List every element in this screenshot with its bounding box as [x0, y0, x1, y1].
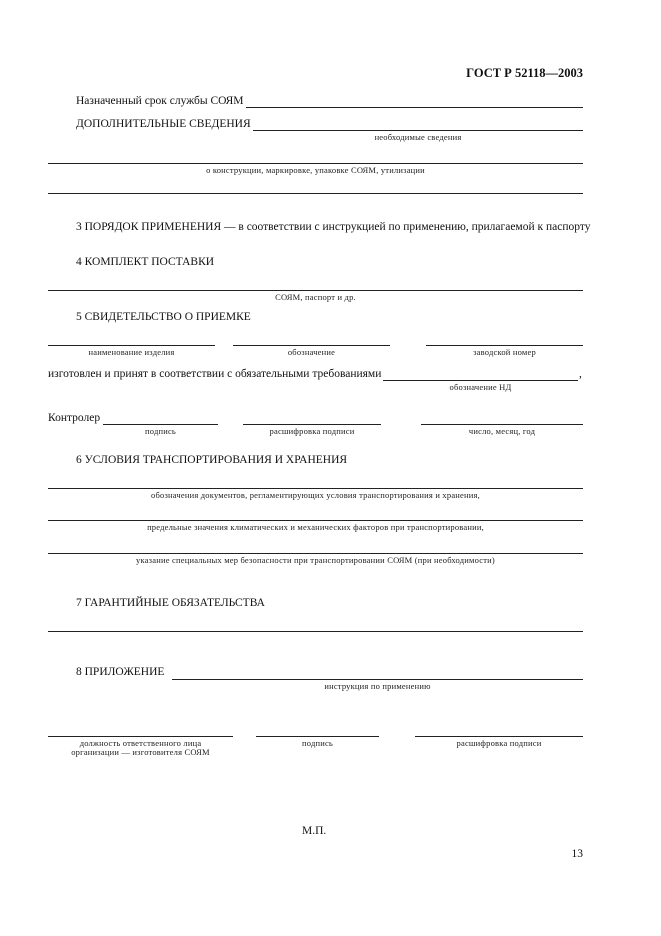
controller-signature-field[interactable] — [103, 424, 218, 425]
delivery-set-field[interactable] — [48, 290, 583, 291]
section-3-text: 3 ПОРЯДОК ПРИМЕНЕНИЯ — в соответствии с инструкцией по применению, прилагаемой к паспорту — [76, 221, 591, 233]
standard-number: ГОСТ Р 52118—2003 — [466, 66, 583, 80]
transport-docs-field[interactable] — [48, 488, 583, 489]
section-6-title: 6 УСЛОВИЯ ТРАНСПОРТИРОВАНИЯ И ХРАНЕНИЯ — [76, 454, 348, 466]
controller-label: Контролер — [48, 412, 101, 424]
additional-info-label: ДОПОЛНИТЕЛЬНЫЕ СВЕДЕНИЯ — [76, 118, 251, 130]
service-life-field[interactable] — [246, 107, 583, 108]
section-5-title: 5 СВИДЕТЕЛЬСТВО О ПРИЕМКЕ — [76, 311, 251, 323]
controller-date-hint: число, месяц, год — [468, 426, 536, 436]
climatic-factors-field[interactable] — [48, 520, 583, 521]
product-name-field[interactable] — [48, 345, 215, 346]
appendix-hint: инструкция по применению — [324, 681, 431, 691]
controller-date-field[interactable] — [421, 424, 583, 425]
product-name-hint: наименование изделия — [88, 347, 175, 357]
position-hint-line1: должность ответственного лица — [79, 738, 202, 748]
additional-info-hint: необходимые сведения — [374, 132, 462, 142]
serial-number-hint: заводской номер — [473, 347, 536, 357]
section-4-title: 4 КОМПЛЕКТ ПОСТАВКИ — [76, 256, 215, 268]
safety-measures-field[interactable] — [48, 553, 583, 554]
service-life-label: Назначенный срок службы СОЯМ — [76, 95, 244, 107]
position-hint-line2: организации — изготовителя СОЯМ — [71, 747, 210, 757]
serial-number-field[interactable] — [426, 345, 583, 346]
safety-measures-hint: указание специальных мер безопасности при транспортировании СОЯМ (при необходимости) — [136, 555, 495, 565]
page-number: 13 — [571, 848, 583, 860]
controller-decoding-hint: расшифровка подписи — [269, 426, 355, 436]
appendix-field[interactable] — [172, 679, 583, 680]
transport-docs-hint: обозначения документов, регламентирующих условия транспортирования и хранения, — [151, 490, 480, 500]
nd-comma: , — [579, 368, 582, 380]
signature-field[interactable] — [256, 736, 379, 737]
signature-hint: подпись — [301, 738, 334, 748]
designation-hint: обозначение — [287, 347, 336, 357]
position-field[interactable] — [48, 736, 233, 737]
nd-designation-field[interactable] — [383, 380, 578, 381]
additional-info-field[interactable] — [253, 130, 583, 131]
construction-hint: о конструкции, маркировке, упаковке СОЯМ, утилизации — [206, 165, 425, 175]
designation-field[interactable] — [233, 345, 390, 346]
section-8-title: 8 ПРИЛОЖЕНИЕ — [76, 666, 165, 678]
construction-field[interactable] — [48, 163, 583, 164]
warranty-field[interactable] — [48, 631, 583, 632]
climatic-factors-hint: предельные значения климатических и механических факторов при транспортировании, — [147, 522, 484, 532]
section-7-title: 7 ГАРАНТИЙНЫЕ ОБЯЗАТЕЛЬСТВА — [76, 597, 265, 609]
stamp-placeholder: М.П. — [302, 825, 327, 837]
controller-decoding-field[interactable] — [243, 424, 381, 425]
decoding-hint: расшифровка подписи — [456, 738, 542, 748]
delivery-set-hint: СОЯМ, паспорт и др. — [275, 292, 356, 302]
extra-info-field[interactable] — [48, 193, 583, 194]
decoding-field[interactable] — [415, 736, 583, 737]
nd-designation-hint: обозначение НД — [449, 382, 512, 392]
controller-signature-hint: подпись — [144, 426, 177, 436]
manufactured-text: изготовлен и принят в соответствии с обязательными требованиями — [48, 368, 382, 380]
